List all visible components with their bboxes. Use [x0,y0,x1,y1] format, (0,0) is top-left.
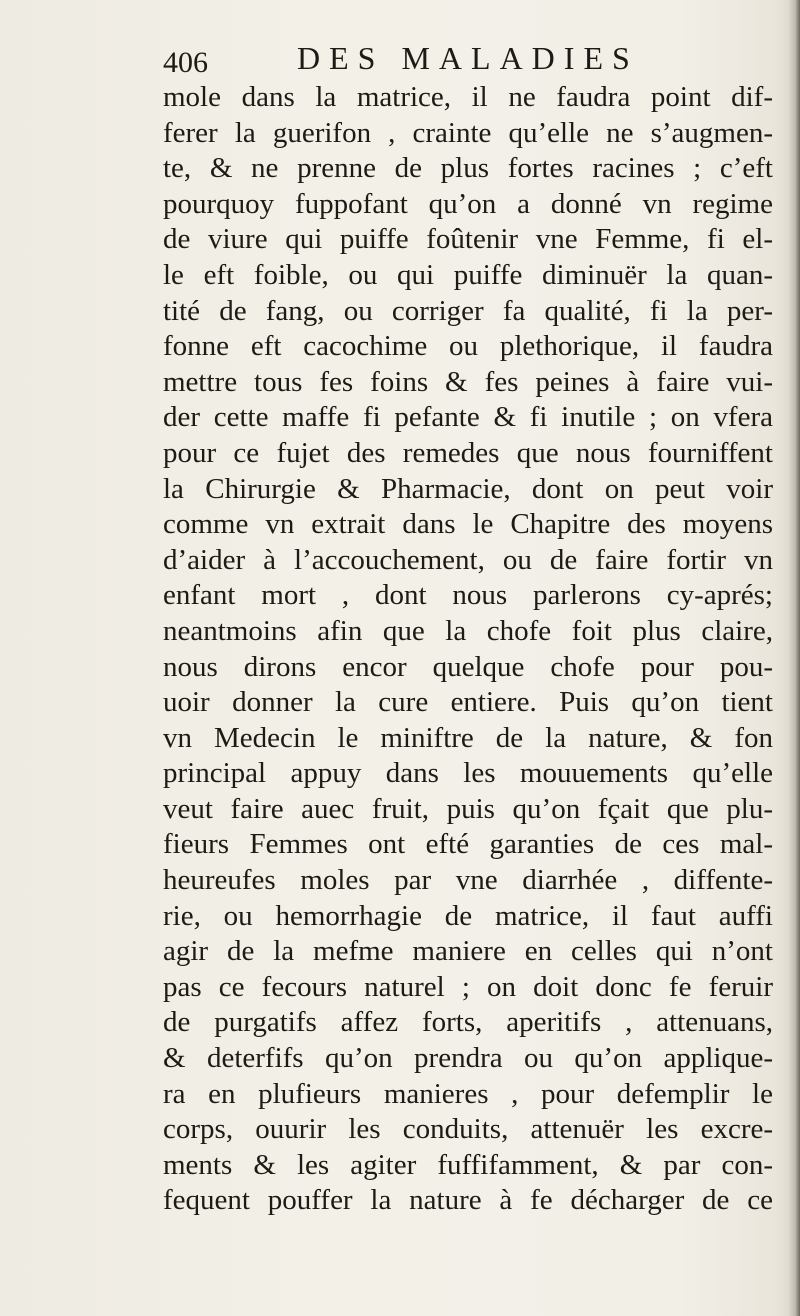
text-line: pourquoy fuppofant qu’on a donné vn regime [163,187,773,220]
text-line: fonne eft cacochime ou plethorique, il faudra [163,330,773,363]
text-line: agir de la mefme maniere en celles qui n’ont [163,935,773,968]
text-line: pas ce fecours naturel ; on doit donc fe feruir [163,970,773,1003]
text-line: mettre tous fes foins & fes peines à faire vui- [163,365,773,398]
text-line: rie, ou hemorrhagie de matrice, il faut auffi [163,899,773,932]
text-line: ra en plufieurs manieres , pour defemplir le [163,1077,773,1110]
page-header [163,40,723,84]
text-line: fequent pouffer la nature à fe décharger de ce [163,1184,773,1217]
text-line: ments & les agiter fuffifamment, & par con- [163,1148,773,1181]
text-line: te, & ne prenne de plus fortes racines ; c’eft [163,152,773,185]
running-title: DES MALADIES [297,40,639,76]
page-edge-shadow [788,0,800,1316]
body-text [163,80,773,1219]
text-line: veut faire auec fruit, puis qu’on fçait que plu- [163,792,773,825]
text-line: mole dans la matrice, il ne faudra point dif- [163,81,773,113]
text-line: principal appuy dans les mouuements qu’elle [163,757,773,790]
text-line: der cette maffe fi pefante & fi inutile ; on vfera [163,401,773,434]
page-number: 406 [163,46,208,79]
text-line: fieurs Femmes ont efté garanties de ces mal- [163,828,773,861]
text-line: de purgatifs affez forts, aperitifs , attenuans, [163,1006,773,1039]
text-line: pour ce fujet des remedes que nous fourniffent [163,436,773,469]
text-line: nous dirons encor quelque chofe pour pou- [163,650,773,683]
text-line: & deterfifs qu’on prendra ou qu’on applique- [163,1042,773,1075]
text-line: corps, ouurir les conduits, attenuër les excre- [163,1113,773,1146]
text-line: la Chirurgie & Pharmacie, dont on peut voir [163,472,773,505]
text-line: vn Medecin le miniftre de la nature, & fon [163,721,773,754]
text-line: uoir donner la cure entiere. Puis qu’on tient [163,686,773,719]
text-line: heureufes moles par vne diarrhée , diffente- [163,864,773,897]
text-line: neantmoins afin que la chofe foit plus claire, [163,614,773,647]
text-line: d’aider à l’accouchement, ou de faire fortir vn [163,543,773,576]
text-line: tité de fang, ou corriger fa qualité, fi la per- [163,294,773,327]
text-line: enfant mort , dont nous parlerons cy-aprés; [163,579,773,612]
text-line: ferer la guerifon , crainte qu’elle ne s’augmen- [163,116,773,149]
text-line: le eft foible, ou qui puiffe diminuër la quan- [163,258,773,291]
text-line: comme vn extrait dans le Chapitre des moyens [163,508,773,541]
text-line: de viure qui puiffe foûtenir vne Femme, fi el- [163,223,773,256]
